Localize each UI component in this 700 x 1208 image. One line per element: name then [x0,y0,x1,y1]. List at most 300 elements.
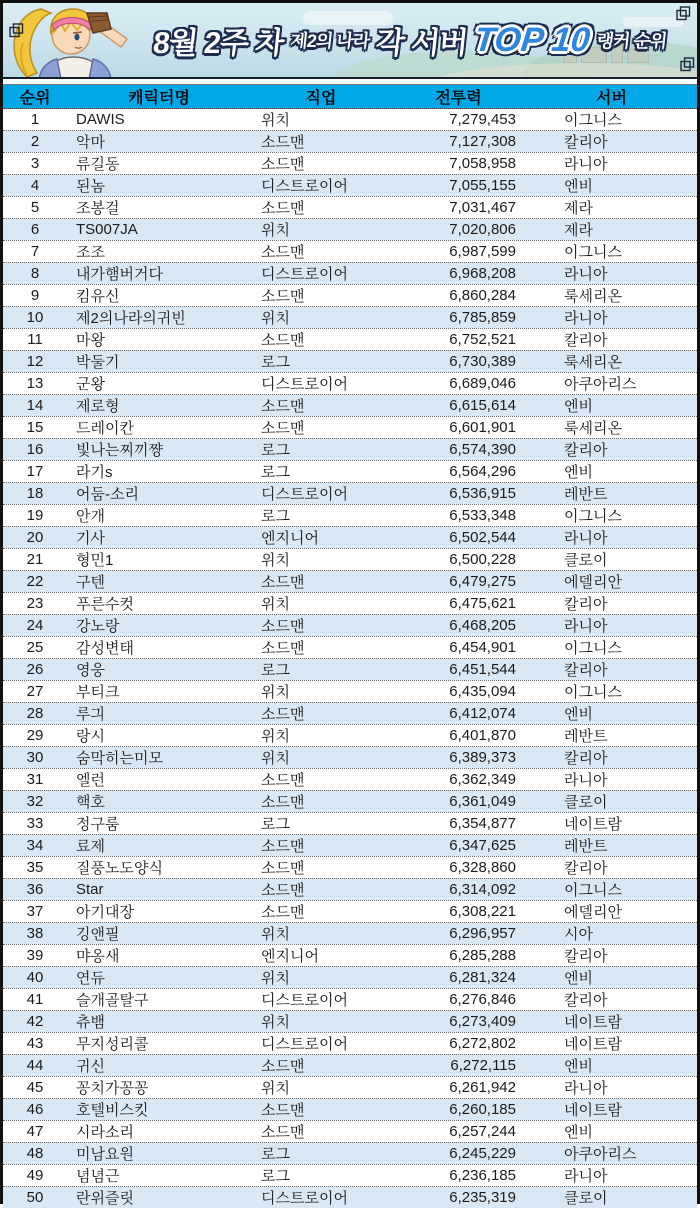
table-row [3,680,697,702]
server-cell: 라니아 [564,310,608,327]
power-cell: 7,031,467 [449,199,516,216]
server-cell: 엔비 [564,970,593,987]
power-cell: 6,276,846 [449,991,516,1008]
server-cell: 클로이 [564,552,608,569]
character-name-cell: 부티크 [76,684,120,701]
server-cell: 이그니스 [564,508,622,525]
table-row [3,284,697,306]
power-cell: 6,281,324 [449,969,516,986]
power-cell: 6,564,296 [449,463,516,480]
power-cell: 6,454,901 [449,639,516,656]
job-cell: 엔지니어 [261,530,319,547]
rank-cell: 10 [26,309,44,326]
power-cell: 6,533,348 [449,507,516,524]
table-row [3,460,697,482]
rank-cell: 36 [26,881,44,898]
server-cell: 아쿠아리스 [564,1146,637,1163]
character-name-cell: 아기대장 [76,904,134,921]
character-name-cell: 숨막히는미모 [76,750,163,767]
power-cell: 7,127,308 [449,133,516,150]
table-row [3,438,697,460]
character-name-cell: Star [76,881,104,898]
job-cell: 로그 [261,354,290,371]
rank-cell: 7 [30,243,40,260]
server-cell: 칼리아 [564,948,608,965]
title-suffix: 랭커 순위 [595,31,668,51]
rank-cell: 6 [30,221,40,238]
server-cell: 칼리아 [564,860,608,877]
power-cell: 6,272,802 [449,1035,516,1052]
character-name-cell: 념념근 [76,1168,120,1185]
character-name-cell: 형민1 [76,552,114,569]
rank-cell: 8 [30,265,40,282]
corner-mark-icon [676,6,691,21]
rank-cell: 5 [30,199,40,216]
power-cell: 6,475,621 [449,595,516,612]
character-name-cell: 연듀 [76,970,105,987]
power-cell: 6,236,185 [449,1167,516,1184]
job-cell: 위치 [261,552,290,569]
corner-mark-icon [9,23,24,38]
rank-cell: 44 [26,1057,44,1074]
character-name-cell: DAWIS [76,111,125,128]
job-cell: 소드맨 [261,618,305,635]
table-row [3,790,697,812]
banner-title [127,3,693,77]
title-scope: 각 서버 [374,27,469,60]
table-row [3,482,697,504]
server-cell: 라니아 [564,266,608,283]
job-cell: 소드맨 [261,398,305,415]
server-cell: 네이트람 [564,1102,622,1119]
job-cell: 소드맨 [261,1102,305,1119]
server-cell: 라니아 [564,1080,608,1097]
character-name-cell: 악마 [76,134,105,151]
power-cell: 6,347,625 [449,837,516,854]
table-row [3,109,697,130]
rank-cell: 38 [26,925,44,942]
character-name-cell: 안개 [76,508,105,525]
rank-cell: 4 [30,177,40,194]
table-row [3,702,697,724]
server-cell: 이그니스 [564,112,622,129]
rank-cell: 40 [26,969,44,986]
table-row [3,966,697,988]
table-row [3,724,697,746]
character-name-cell: 귀신 [76,1058,105,1075]
job-cell: 디스트로이어 [261,178,348,195]
power-cell: 6,328,860 [449,859,516,876]
job-cell: 디스트로이어 [261,266,348,283]
server-cell: 칼리아 [564,442,608,459]
power-cell: 6,500,228 [449,551,516,568]
rank-cell: 11 [27,331,43,348]
server-cell: 레반트 [564,486,608,503]
rank-cell: 46 [26,1101,44,1118]
server-cell: 라니아 [564,156,608,173]
character-name-cell: 제2의나라의귀빈 [76,310,186,327]
title-week: 8월 2주 차 [151,27,286,60]
table-row [3,504,697,526]
rank-cell: 45 [26,1079,44,1096]
server-cell: 아쿠아리스 [564,376,637,393]
table-row [3,658,697,680]
table-row [3,1032,697,1054]
power-cell: 6,401,870 [449,727,516,744]
rank-cell: 12 [26,353,44,370]
server-cell: 칼리아 [564,662,608,679]
table-row [3,1164,697,1186]
power-cell: 6,257,244 [449,1123,516,1140]
rank-cell: 21 [26,551,44,568]
server-cell: 룩세리온 [564,288,622,305]
server-cell: 레반트 [564,838,608,855]
character-name-cell: 질풍노도양식 [76,860,163,877]
job-cell: 소드맨 [261,772,305,789]
character-name-cell: 정구룸 [76,816,120,833]
mascot-girl-illustration [3,3,143,79]
server-cell: 라니아 [564,1168,608,1185]
character-name-cell: 된놈 [76,178,105,195]
table-row [3,746,697,768]
job-cell: 로그 [261,1146,290,1163]
character-name-cell: 킴유신 [76,288,120,305]
job-cell: 위치 [261,310,290,327]
rank-cell: 47 [26,1123,44,1140]
table-row [3,394,697,416]
character-name-cell: 어둠-소리 [76,486,139,503]
power-cell: 6,601,901 [449,419,516,436]
rank-cell: 25 [26,639,44,656]
server-cell: 이그니스 [564,640,622,657]
server-cell: 엔비 [564,1058,593,1075]
job-cell: 위치 [261,728,290,745]
character-name-cell: 강노랑 [76,618,120,635]
rank-cell: 28 [26,705,44,722]
rank-cell: 18 [26,485,44,502]
table-row [3,328,697,350]
power-cell: 6,752,521 [449,331,516,348]
rank-cell: 37 [26,903,44,920]
table-row [3,174,697,196]
table-row [3,416,697,438]
column-header-character: 캐릭터명 [128,90,190,107]
character-name-cell: 루긔 [76,706,105,723]
character-name-cell: 시라소리 [76,1124,134,1141]
job-cell: 소드맨 [261,794,305,811]
job-cell: 위치 [261,970,290,987]
job-cell: 로그 [261,1168,290,1185]
power-cell: 6,451,544 [449,661,516,678]
character-name-cell: 깅앤필 [76,926,120,943]
job-cell: 소드맨 [261,288,305,305]
server-cell: 네이트람 [564,816,622,833]
table-row [3,152,697,174]
server-cell: 제라 [564,222,593,239]
power-cell: 6,389,373 [449,749,516,766]
character-name-cell: 미남요원 [76,1146,134,1163]
table-row [3,812,697,834]
server-cell: 시아 [564,926,593,943]
table-row [3,922,697,944]
rank-cell: 42 [26,1013,44,1030]
character-name-cell: 내가햄버거다 [76,266,163,283]
job-cell: 디스트로이어 [261,486,348,503]
job-cell: 위치 [261,1080,290,1097]
rank-cell: 41 [26,991,44,1008]
column-header-server: 서버 [596,90,627,107]
server-cell: 클로이 [564,794,608,811]
job-cell: 위치 [261,684,290,701]
server-cell: 레반트 [564,728,608,745]
rank-cell: 23 [26,595,44,612]
job-cell: 위치 [261,112,290,129]
rank-cell: 48 [26,1145,44,1162]
table-row [3,614,697,636]
power-cell: 6,273,409 [449,1013,516,1030]
job-cell: 위치 [261,596,290,613]
job-cell: 위치 [261,222,290,239]
job-cell: 디스트로이어 [261,376,348,393]
character-name-cell: 츄뱀 [76,1014,105,1031]
table-row [3,768,697,790]
table-row [3,1120,697,1142]
server-cell: 엔비 [564,464,593,481]
power-cell: 6,479,275 [449,573,516,590]
character-name-cell: 제로형 [76,398,120,415]
character-name-cell: 랑시 [76,728,105,745]
character-name-cell: 푸른수컷 [76,596,134,613]
job-cell: 디스트로이어 [261,1036,348,1053]
power-cell: 6,468,205 [449,617,516,634]
table-row [3,262,697,284]
server-cell: 라니아 [564,530,608,547]
job-cell: 로그 [261,464,290,481]
server-cell: 제라 [564,200,593,217]
power-cell: 6,689,046 [449,375,516,392]
power-cell: 6,245,229 [449,1145,516,1162]
job-cell: 소드맨 [261,200,305,217]
server-cell: 엔비 [564,398,593,415]
table-body [3,109,697,1208]
power-cell: 6,308,221 [449,903,516,920]
rank-cell: 15 [26,419,44,436]
server-cell: 룩세리온 [564,420,622,437]
power-cell: 6,987,599 [449,243,516,260]
character-name-cell: 꽁치가꽁꽁 [76,1080,149,1097]
job-cell: 소드맨 [261,706,305,723]
table-row [3,548,697,570]
rank-cell: 32 [26,793,44,810]
power-cell: 7,279,453 [449,111,516,128]
character-name-cell: 핵호 [76,794,105,811]
power-cell: 6,785,859 [449,309,516,326]
power-cell: 6,574,390 [449,441,516,458]
job-cell: 로그 [261,442,290,459]
power-cell: 6,615,614 [449,397,516,414]
character-name-cell: 구텐 [76,574,105,591]
server-cell: 에델리안 [564,904,622,921]
job-cell: 소드맨 [261,1124,305,1141]
power-cell: 6,272,115 [450,1057,516,1074]
table-row [3,306,697,328]
rank-cell: 34 [26,837,44,854]
job-cell: 위치 [261,750,290,767]
rank-cell: 27 [26,683,44,700]
power-cell: 6,285,288 [449,947,516,964]
column-header-power: 전투력 [435,90,482,107]
table-row [3,878,697,900]
table-row [3,372,697,394]
table-row [3,1076,697,1098]
job-cell: 위치 [261,926,290,943]
power-cell: 6,412,074 [449,705,516,722]
rank-cell: 14 [26,397,44,414]
rank-cell: 50 [26,1189,44,1206]
table-row [3,636,697,658]
job-cell: 소드맨 [261,860,305,877]
job-cell: 소드맨 [261,134,305,151]
server-cell: 라니아 [564,772,608,789]
job-cell: 로그 [261,816,290,833]
character-name-cell: 박둘기 [76,354,120,371]
job-cell: 엔지니어 [261,948,319,965]
power-cell: 6,296,957 [449,925,516,942]
rank-cell: 43 [26,1035,44,1052]
rank-cell: 39 [26,947,44,964]
column-header-job: 직업 [305,90,337,107]
rank-cell: 29 [26,727,44,744]
server-cell: 네이트람 [564,1014,622,1031]
job-cell: 위치 [261,1014,290,1031]
power-cell: 6,314,092 [449,881,516,898]
rank-cell: 35 [26,859,44,876]
title-top10: TOP 10 [472,20,592,59]
table-row [3,944,697,966]
job-cell: 디스트로이어 [261,992,348,1009]
server-cell: 에델리안 [564,574,622,591]
power-cell: 6,362,349 [449,771,516,788]
character-name-cell: 영웅 [76,662,105,679]
power-cell: 6,354,877 [449,815,516,832]
power-cell: 6,730,389 [449,353,516,370]
job-cell: 소드맨 [261,244,305,261]
table-row [3,988,697,1010]
job-cell: 로그 [261,508,290,525]
rank-cell: 20 [26,529,44,546]
character-name-cell: 기사 [76,530,105,547]
job-cell: 소드맨 [261,904,305,921]
power-cell: 6,502,544 [449,529,516,546]
rank-cell: 30 [26,749,44,766]
rank-cell: 19 [26,507,44,524]
server-cell: 엔비 [564,178,593,195]
table-row [3,1186,697,1208]
job-cell: 로그 [261,662,290,679]
table-row [3,570,697,592]
table-row [3,196,697,218]
server-cell: 칼리아 [564,596,608,613]
rank-cell: 22 [26,573,44,590]
column-header-rank: 순위 [19,90,51,107]
table-row [3,350,697,372]
rank-cell: 2 [30,133,40,150]
power-cell: 6,435,094 [449,683,516,700]
rank-cell: 13 [26,375,44,392]
power-cell: 6,968,208 [449,265,516,282]
rank-cell: 1 [30,111,40,128]
server-cell: 엔비 [564,706,593,723]
corner-mark-icon [680,57,695,72]
server-cell: 칼리아 [564,332,608,349]
power-cell: 6,260,185 [449,1101,516,1118]
title-game: 제2의 나라 [289,31,371,51]
job-cell: 소드맨 [261,574,305,591]
rank-cell: 16 [26,441,44,458]
job-cell: 소드맨 [261,332,305,349]
table-row [3,856,697,878]
banner [3,3,697,79]
character-name-cell: 조조 [76,244,105,261]
table-row [3,1098,697,1120]
character-name-cell: 조봉걸 [76,200,120,217]
table-row [3,1054,697,1076]
rank-cell: 33 [26,815,44,832]
power-cell: 7,055,155 [449,177,516,194]
server-cell: 칼리아 [564,992,608,1009]
power-cell: 7,058,958 [449,155,516,172]
server-cell: 네이트람 [564,1036,622,1053]
power-cell: 6,536,915 [449,485,516,502]
server-cell: 이그니스 [564,244,622,261]
table-row [3,592,697,614]
job-cell: 디스트로이어 [261,1190,348,1207]
job-cell: 소드맨 [261,882,305,899]
character-name-cell: 류길동 [76,156,120,173]
server-cell: 이그니스 [564,684,622,701]
power-cell: 6,860,284 [449,287,516,304]
server-cell: 라니아 [564,618,608,635]
character-name-cell: 무지성리콜 [76,1036,149,1053]
table-row [3,526,697,548]
table-header-row [3,84,697,109]
power-cell: 7,020,806 [449,221,516,238]
character-name-cell: 빛나는찌끼쨩 [76,442,163,459]
server-cell: 이그니스 [564,882,622,899]
job-cell: 소드맨 [261,640,305,657]
character-name-cell: 마왕 [76,332,105,349]
table-row [3,130,697,152]
server-cell: 칼리아 [564,134,608,151]
table-row [3,900,697,922]
character-name-cell: TS007JA [76,221,138,238]
character-name-cell: 라기s [76,464,113,481]
server-cell: 칼리아 [564,750,608,767]
server-cell: 클로이 [564,1190,608,1207]
character-name-cell: 감성변태 [76,640,134,657]
rank-cell: 31 [26,771,44,788]
rank-cell: 49 [26,1167,44,1184]
server-cell: 룩세리온 [564,354,622,371]
table-row [3,218,697,240]
table-row [3,1142,697,1164]
rank-cell: 24 [26,617,44,634]
rank-cell: 3 [30,155,40,172]
ranking-table [3,84,697,1208]
power-cell: 6,261,942 [449,1079,516,1096]
rank-cell: 17 [26,463,44,480]
character-name-cell: 먀옹새 [76,948,120,965]
